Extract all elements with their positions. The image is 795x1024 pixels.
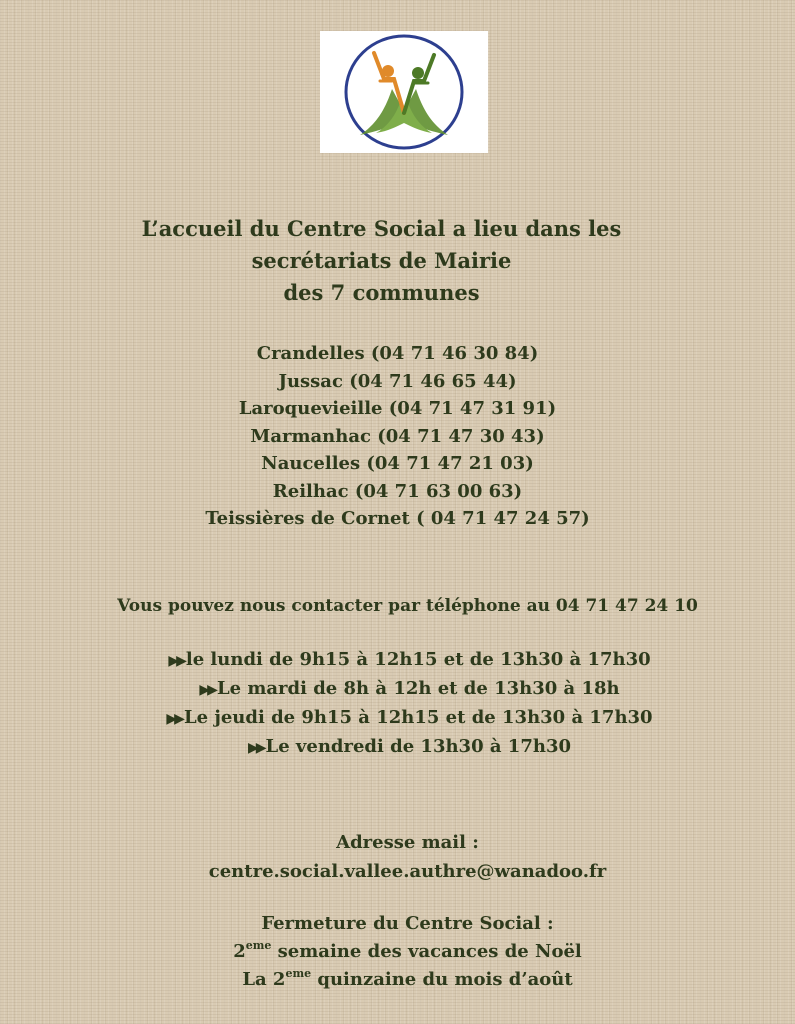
hours-thursday-text: Le jeudi de 9h15 à 12h15 et de 13h30 à 17h30 [183,707,653,728]
hours-tuesday-text: Le mardi de 8h à 12h et de 13h30 à 18h [216,678,620,699]
double-arrow-right-icon: ▶▶ [199,682,215,698]
double-arrow-right-icon: ▶▶ [166,711,182,727]
mail-address: centre.social.vallee.authre@wanadoo.fr [208,861,607,882]
heading-line-2: secrétariats de Mairie [251,248,512,273]
communes-list [0,340,795,533]
double-arrow-right-icon: ▶▶ [168,653,184,669]
closing-line-1-rest: semaine des vacances de Noël [271,941,582,962]
heading-line-3: des 7 communes [283,280,480,305]
opening-hours [12,646,795,762]
hours-monday [12,646,795,675]
commune-jussac: Jussac (04 71 46 65 44) [278,370,517,392]
hours-thursday [12,704,795,733]
closing-title: Fermeture du Centre Social : [261,913,554,934]
mail-label: Adresse mail : [336,832,479,853]
double-arrow-right-icon: ▶▶ [247,740,264,756]
commune-naucelles: Naucelles (04 71 47 21 03) [261,453,534,474]
logo [320,31,488,153]
contact-phone-line: Vous pouvez nous contacter par téléphone au 04 71 47 24 10 [117,596,698,616]
commune-crandelles: Crandelles (04 71 46 30 84) [256,343,539,364]
closing-line-2-sup: eme [285,967,312,980]
hours-friday-text: Le vendredi de 13h30 à 17h30 [265,736,571,757]
hours-friday [12,733,795,762]
closing-line-2-prefix: La 2 [242,969,286,990]
closing-line-1-sup: eme [245,939,272,952]
commune-marmanhac: Marmanhac (04 71 47 30 43) [250,425,545,447]
heading [0,213,779,309]
commune-teissieres: Teissières de Cornet ( 04 71 47 24 57) [205,508,590,529]
commune-reilhac: Reilhac (04 71 63 00 63) [272,480,523,502]
mail-section [10,828,795,886]
hours-monday-text: le lundi de 9h15 à 12h15 et de 13h30 à 17h30 [185,649,651,670]
closing-line-1-prefix: 2 [233,941,246,962]
closing-line-2 [10,966,795,994]
closing-line-1 [10,938,795,966]
closing-line-2-rest: quinzaine du mois d’août [311,969,573,990]
commune-laroquevieille: Laroquevieille (04 71 47 31 91) [238,398,557,419]
heading-line-1: L’accueil du Centre Social a lieu dans les [141,216,622,241]
closing-section [10,910,795,994]
hours-tuesday [12,675,795,704]
centre-social-logo-icon [320,31,488,153]
